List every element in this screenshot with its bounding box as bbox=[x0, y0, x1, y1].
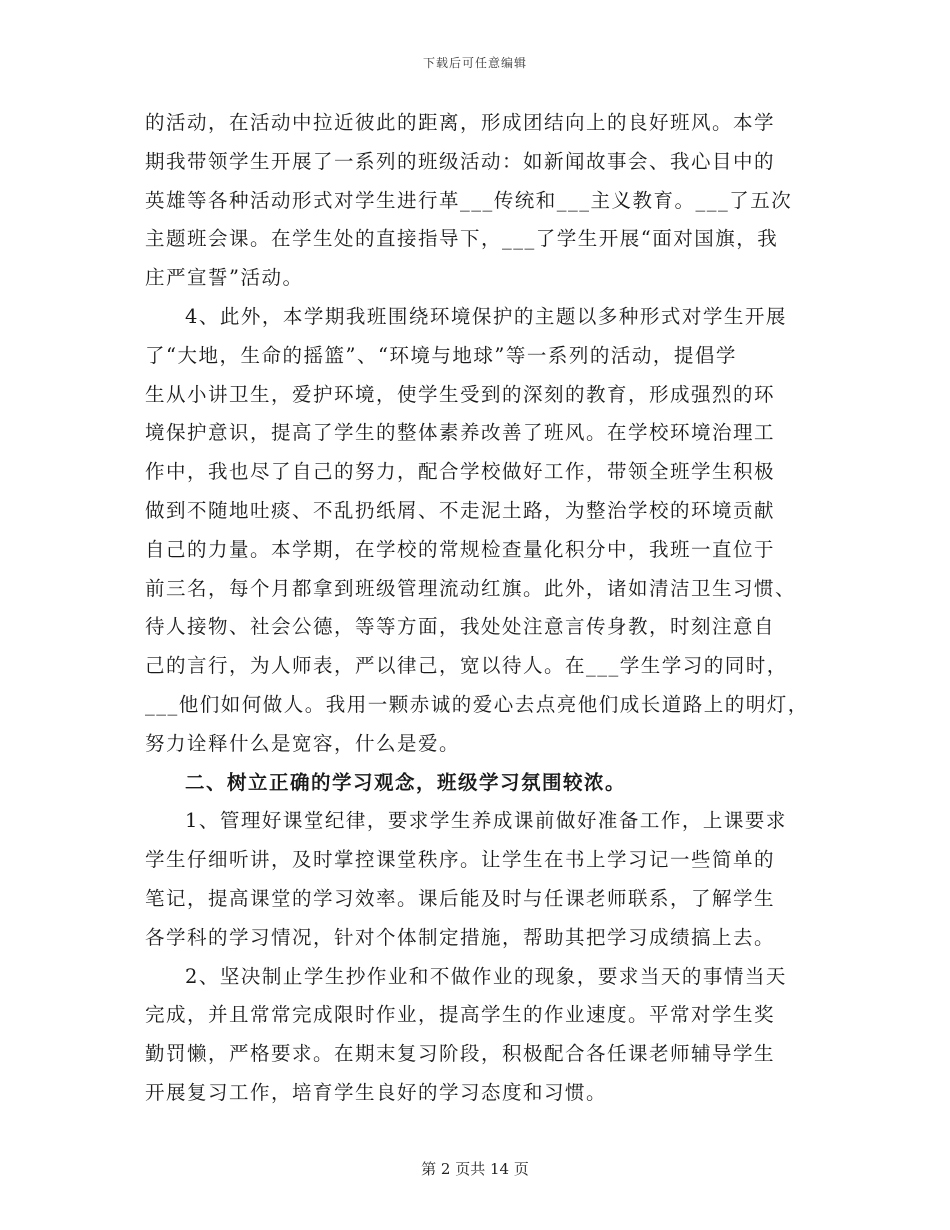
text-line: 做到不随地吐痰、不乱扔纸屑、不走泥土路，为整治学校的环境贡献 bbox=[145, 498, 776, 522]
text-line: 前三名，每个月都拿到班级管理流动红旗。此外，诸如清洁卫生习惯、 bbox=[145, 576, 797, 600]
text-line: 庄严宣誓”活动。 bbox=[145, 266, 304, 290]
text-line: 勤罚懒，严格要求。在期末复习阶段，积极配合各任课老师辅导学生 bbox=[145, 1042, 776, 1066]
text-line: 努力诠释什么是宽容，什么是爱。 bbox=[145, 731, 461, 755]
text-line: 学生仔细听讲，及时掌控课堂秩序。让学生在书上学习记一些简单的 bbox=[145, 848, 776, 872]
text-line: 自己的力量。本学期，在学校的常规检查量化积分中，我班一直位于 bbox=[145, 537, 776, 561]
text-line: 了“大地，生命的摇篮”、“环境与地球”等一系列的活动，提倡学 bbox=[145, 343, 737, 367]
text-line: 各学科的学习情况，针对个体制定措施，帮助其把学习成绩搞上去。 bbox=[145, 925, 776, 949]
text-line: 英雄等各种活动形式对学生进行革___传统和___主义教育。___了五次 bbox=[145, 188, 793, 212]
text-line: 笔记，提高课堂的学习效率。课后能及时与任课老师联系，了解学生 bbox=[145, 886, 776, 910]
section-heading: 二、树立正确的学习观念，班级学习氛围较浓。 bbox=[185, 770, 627, 794]
text-line: 的活动，在活动中拉近彼此的距离，形成团结向上的良好班风。本学 bbox=[145, 111, 776, 134]
text-line: 开展复习工作，培育学生良好的学习态度和习惯。 bbox=[145, 1080, 608, 1104]
page-footer: 第 2 页共 14 页 bbox=[421, 1160, 529, 1178]
page-header: 下载后可任意编辑 bbox=[422, 56, 527, 70]
text-line: 1、管理好课堂纪律，要求学生养成课前做好准备工作，上课要求 bbox=[185, 809, 787, 833]
text-line: 己的言行，为人师表，严以律己，宽以待人。在___学生学习的同时， bbox=[145, 654, 788, 678]
text-line: 待人接物、社会公德，等等方面，我处处注意言传身教，时刻注意自 bbox=[145, 615, 776, 639]
text-line: 期我带领学生开展了一系列的班级活动：如新闻故事会、我心目中的 bbox=[145, 149, 776, 173]
text-line: 完成，并且常常完成限时作业，提高学生的作业速度。平常对学生奖 bbox=[145, 1003, 776, 1027]
document-body bbox=[145, 104, 810, 1113]
text-line: 4、此外，本学期我班围绕环境保护的主题以多种形式对学生开展 bbox=[185, 304, 787, 328]
text-line: 生从小讲卫生，爱护环境，使学生受到的深刻的教育，形成强烈的环 bbox=[145, 382, 776, 406]
text-line: ___他们如何做人。我用一颗赤诚的爱心去点亮他们成长道路上的明灯， bbox=[145, 692, 809, 716]
text-line: 主题班会课。在学生处的直接指导下，___了学生开展“面对国旗，我 bbox=[145, 227, 779, 251]
text-line: 2、坚决制止学生抄作业和不做作业的现象，要求当天的事情当天 bbox=[185, 964, 787, 988]
text-line: 境保护意识，提高了学生的整体素养改善了班风。在学校环境治理工 bbox=[145, 421, 776, 445]
text-line: 作中，我也尽了自己的努力，配合学校做好工作，带领全班学生积极 bbox=[145, 460, 776, 484]
